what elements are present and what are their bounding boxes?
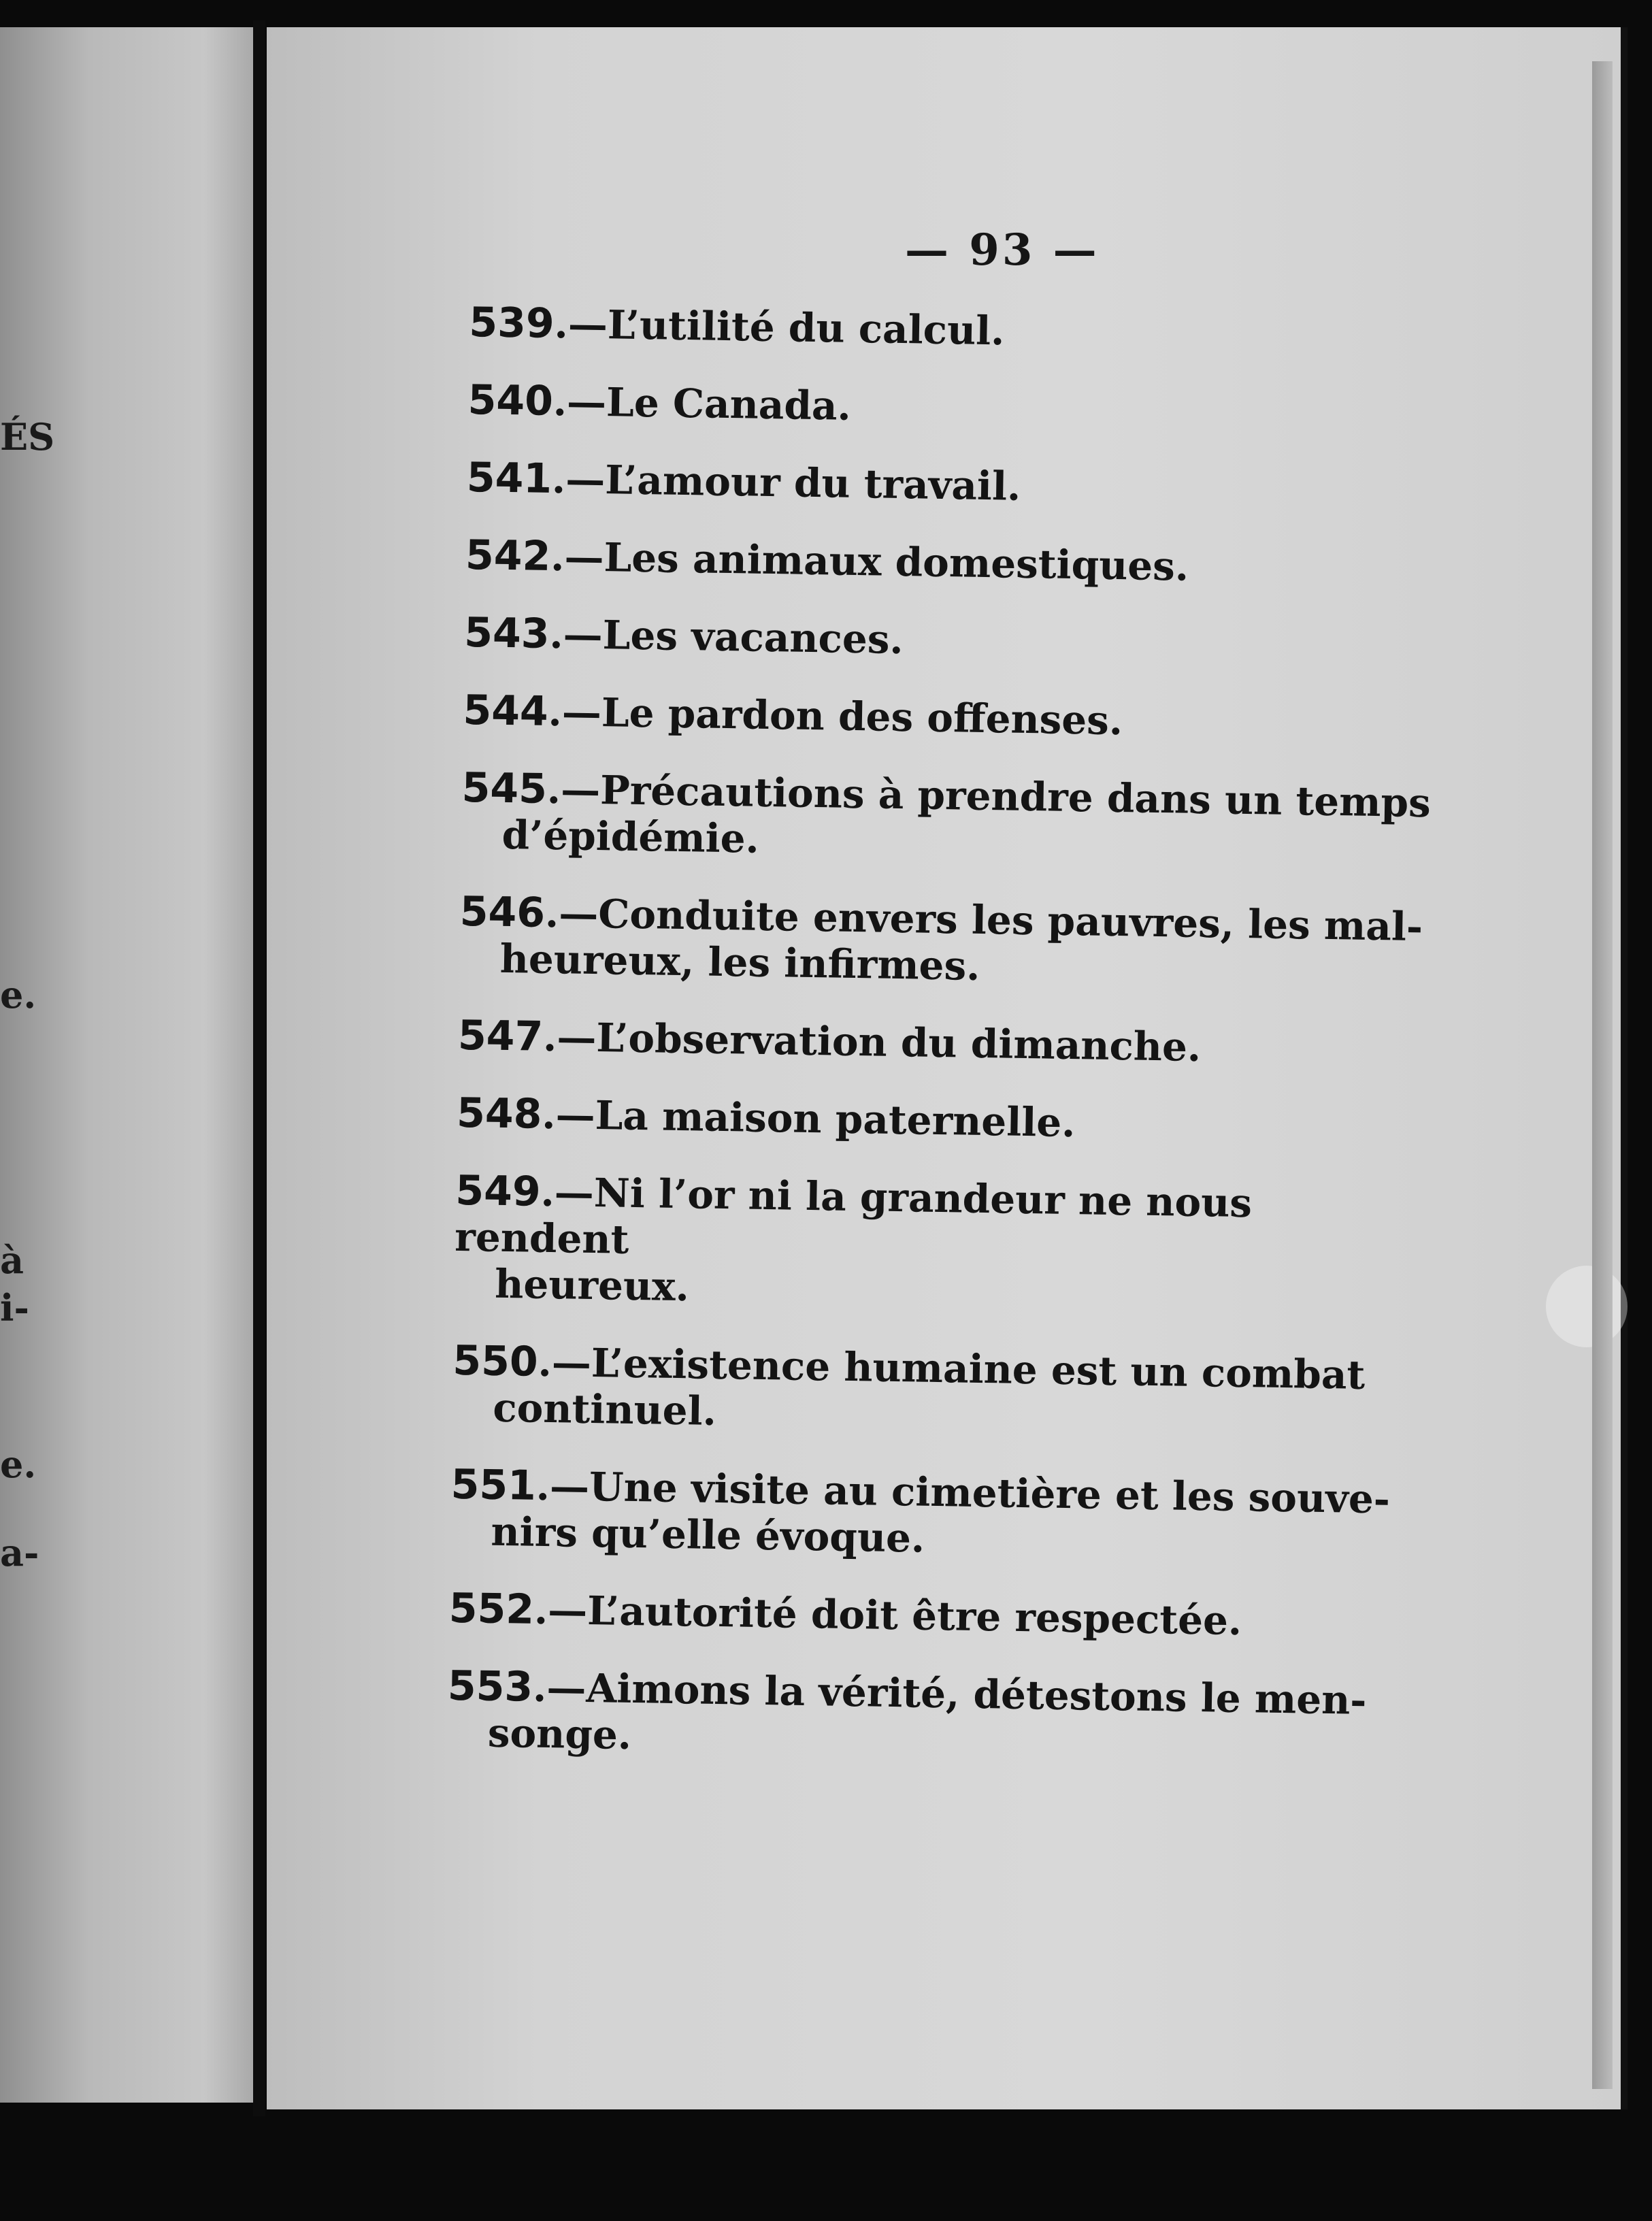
entry-number: 546 — [459, 887, 546, 937]
entry-text: L’utilité du calcul. — [607, 301, 1005, 355]
entry-text: L’amour du travail. — [604, 457, 1021, 510]
list-item: 543.—Les vacances. — [463, 608, 904, 663]
entry-text: L’existence humaine est un combat — [591, 1340, 1366, 1398]
entry-number: 545 — [461, 763, 548, 813]
list-item: 539.—L’utilité du calcul. — [468, 299, 1005, 355]
page-number: — 93 — — [905, 225, 1100, 276]
left-page-fragment: à — [0, 1238, 24, 1282]
list-item: 553.—Aimons la vérité, détestons le men- songe. — [446, 1663, 1421, 1771]
entry-number: 551 — [450, 1460, 537, 1510]
list-item: 550.—L’existence humaine est un combat continuel. — [452, 1338, 1426, 1445]
entry-number: 544 — [462, 686, 549, 736]
list-item: 547.—L’observation du dimanche. — [457, 1011, 1202, 1071]
entry-number: 549 — [455, 1166, 542, 1216]
list-item: 552.—L’autorité doit être respectée. — [448, 1584, 1242, 1645]
left-page-fragment: e. — [0, 1443, 37, 1486]
list-item: 540.—Le Canada. — [467, 376, 852, 429]
entry-number: 552 — [448, 1584, 535, 1634]
book-binding — [253, 20, 265, 2116]
list-item: 546.—Conduite envers les pauvres, les mal- heureux, les infirmes. — [459, 889, 1433, 996]
entry-number: 548 — [456, 1089, 542, 1138]
entry-number: 543 — [463, 608, 550, 658]
entry-text: Les vacances. — [602, 612, 904, 663]
entry-text: Les animaux domestiques. — [603, 534, 1189, 590]
page-edge — [1592, 61, 1613, 2089]
entry-number: 553 — [447, 1662, 533, 1711]
list-item: 549.—Ni l’or ni la grandeur ne nous rendent heureux. — [454, 1168, 1429, 1321]
entry-text-continuation: d’épidémie. — [501, 811, 760, 862]
list-item: 542.—Les animaux domestiques. — [465, 531, 1189, 590]
entry-text: Conduite envers les pauvres, les mal- — [597, 891, 1423, 951]
left-page-fragment: e. — [0, 973, 37, 1017]
entry-number: 539 — [468, 299, 555, 348]
list-item: 548.—La maison paternelle. — [456, 1089, 1076, 1147]
entry-text: Ni l’or ni la grandeur ne nous rendent — [454, 1170, 1253, 1263]
entry-number: 540 — [467, 376, 554, 425]
left-page — [0, 27, 255, 2103]
list-item: 545.—Précautions à prendre dans un temps d’épidémie. — [461, 765, 1435, 872]
left-page-fragment: i- — [0, 1286, 29, 1330]
entry-text: L’observation du dimanche. — [595, 1015, 1202, 1071]
entry-text: La maison paternelle. — [595, 1092, 1076, 1147]
entry-text: L’autorité doit être respectée. — [587, 1587, 1242, 1645]
entry-text-continuation: heureux, les infirmes. — [499, 935, 980, 989]
entry-text: Une visite au cimetière et les souve- — [589, 1463, 1391, 1523]
list-item: 544.—Le pardon des offenses. — [462, 686, 1123, 744]
entry-list — [446, 299, 1442, 1802]
entry-text: Le pardon des offenses. — [601, 689, 1123, 744]
entry-number: 547 — [457, 1011, 544, 1061]
left-page-fragment: ÉS — [0, 415, 55, 459]
entry-text-continuation: songe. — [487, 1709, 632, 1758]
entry-text-continuation: nirs qu’elle évoque. — [491, 1508, 925, 1562]
left-page-fragment: a- — [0, 1531, 39, 1575]
entry-text: Aimons la vérité, détestons le men- — [585, 1664, 1367, 1724]
list-item: 551.—Une visite au cimetière et les souve- nirs qu’elle évoque. — [450, 1462, 1424, 1569]
entry-number: 542 — [465, 531, 551, 580]
entry-text: Le Canada. — [606, 379, 852, 429]
entry-number: 541 — [466, 453, 552, 503]
list-item: 541.—L’amour du travail. — [466, 453, 1021, 510]
entry-text: Précautions à prendre dans un temps — [599, 767, 1432, 827]
entry-text-continuation: continuel. — [492, 1384, 717, 1434]
entry-number: 550 — [452, 1336, 539, 1386]
entry-text-continuation: heureux. — [494, 1260, 690, 1311]
